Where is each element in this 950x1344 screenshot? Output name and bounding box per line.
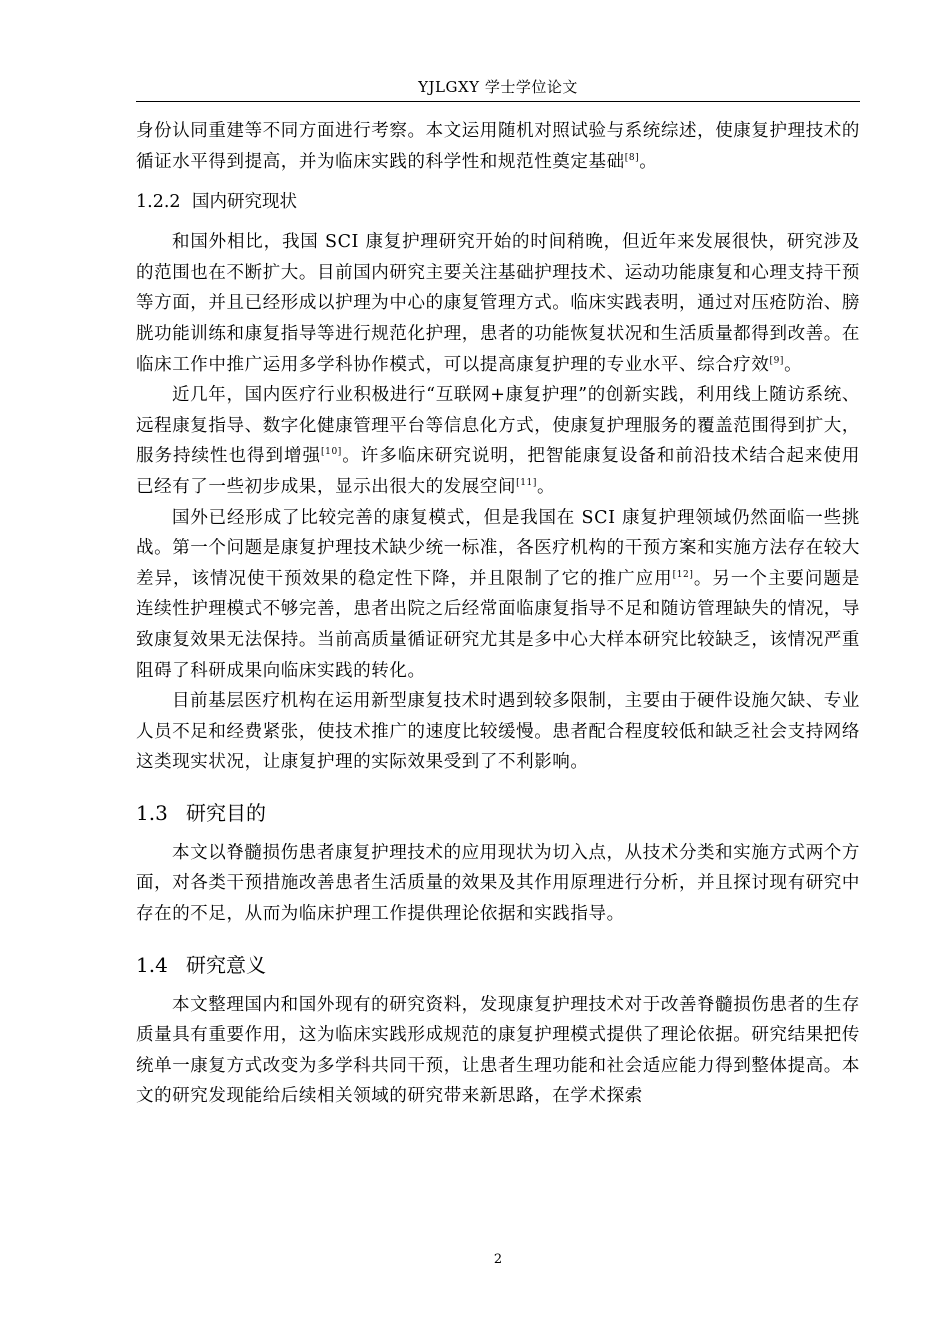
section-number: 1.3 xyxy=(136,800,168,825)
section-heading-1-2-2 xyxy=(136,187,860,217)
paragraph-text: 和国外相比，我国 SCI 康复护理研究开始的时间稍晚，但近年来发展很快，研究涉及的范围也在不断扩大。目前国内研究主要关注基础护理技术、运动功能康复和心理支持干预等方面，并且已经形成以护理为中心的康复管理方式。临床实践表明，通过对压疮防治、膀胱功能训练和康复指导等进行规范化护理，患者的功能恢复状况和生活质量都得到改善。在临床工作中推广运用多学科协作模式，可以提高康复护理的专业水平、综合疗效 xyxy=(136,232,860,375)
citation: [8] xyxy=(624,152,640,163)
section-title: 研究目的 xyxy=(186,800,266,825)
header-rule xyxy=(136,101,860,102)
citation: [10] xyxy=(321,447,342,458)
paragraph-domestic-1 xyxy=(136,227,860,380)
paragraph-domestic-2 xyxy=(136,380,860,502)
citation: [9] xyxy=(769,355,785,366)
running-head: YJLGXY 学士学位论文 xyxy=(418,78,578,96)
section-heading-1-4 xyxy=(136,950,860,980)
paragraph-purpose: 本文以脊髓损伤患者康复护理技术的应用现状为切入点，从技术分类和实施方式两个方面，对各类干预措施改善患者生活质量的效果及其作用原理进行分析，并且探讨现有研究中存在的不足，从而为临床护理工作提供理论依据和实践指导。 xyxy=(136,842,860,925)
paragraph-domestic-4: 目前基层医疗机构在运用新型康复技术时遇到较多限制，主要由于硬件设施欠缺、专业人员不足和经费紧张，使技术推广的速度比较缓慢。患者配合程度较低和缺乏社会支持网络这类现实状况，让康复护理的实际效果受到了不利影响。 xyxy=(136,691,860,773)
section-heading-1-3 xyxy=(136,798,860,828)
section-title: 国内研究现状 xyxy=(192,192,297,213)
paragraph-tail: 。 xyxy=(536,476,556,497)
section-number: 1.2.2 xyxy=(136,192,181,213)
paragraph-text: 。另一个主要问题是连续性护理模式不够完善，患者出院之后经常面临康复指导不足和随访管理缺失的情况，导致康复效果无法保持。当前高质量循证研究尤其是多中心大样本研究比较缺乏，该情况严重阻碍了科研成果向临床实践的转化。 xyxy=(136,568,860,681)
paragraph-domestic-3 xyxy=(136,503,860,687)
paragraph-text: 。许多临床研究说明，把智能康复设备和前沿技术结合起来使用已经有了一些初步成果，显示出很大的发展空间 xyxy=(136,446,860,497)
citation: [12] xyxy=(672,569,694,580)
page-number: 2 xyxy=(493,1252,503,1267)
section-title: 研究意义 xyxy=(186,952,266,977)
paragraph-tail: 。 xyxy=(639,151,658,172)
paragraph-intro xyxy=(136,116,860,177)
paragraph-text: 国外已经形成了比较完善的康复模式，但是我国在 SCI 康复护理领域仍然面临一些挑战。第一个问题是康复护理技术缺少统一标准，各医疗机构的干预方案和实施方法存在较大差异，该情况使干预效果的稳定性下降，并且限制了它的推广应用 xyxy=(136,507,860,589)
citation: [11] xyxy=(516,477,537,488)
paragraph-text: 近几年，国内医疗行业积极进行“互联网+康复护理”的创新实践，利用线上随访系统、远程康复指导、数字化健康管理平台等信息化方式，使康复护理服务的覆盖范围得到扩大，服务持续性也得到增强 xyxy=(136,385,860,467)
paragraph-significance: 本文整理国内和国外现有的研究资料，发现康复护理技术对于改善脊髓损伤患者的生存质量具有重要作用，这为临床实践形成规范的康复护理模式提供了理论依据。研究结果把传统单一康复方式改变为多学科共同干预，让患者生理功能和社会适应能力得到整体提高。本文的研究发现能给后续相关领域的研究带来新思路，在学术探索 xyxy=(136,994,860,1107)
page-body xyxy=(136,116,860,1112)
section-number: 1.4 xyxy=(136,952,168,977)
paragraph-text: 身份认同重建等不同方面进行考察。本文运用随机对照试验与系统综述，使康复护理技术的循证水平得到提高，并为临床实践的科学性和规范性奠定基础 xyxy=(136,121,860,172)
paragraph-tail: 。 xyxy=(784,354,803,375)
